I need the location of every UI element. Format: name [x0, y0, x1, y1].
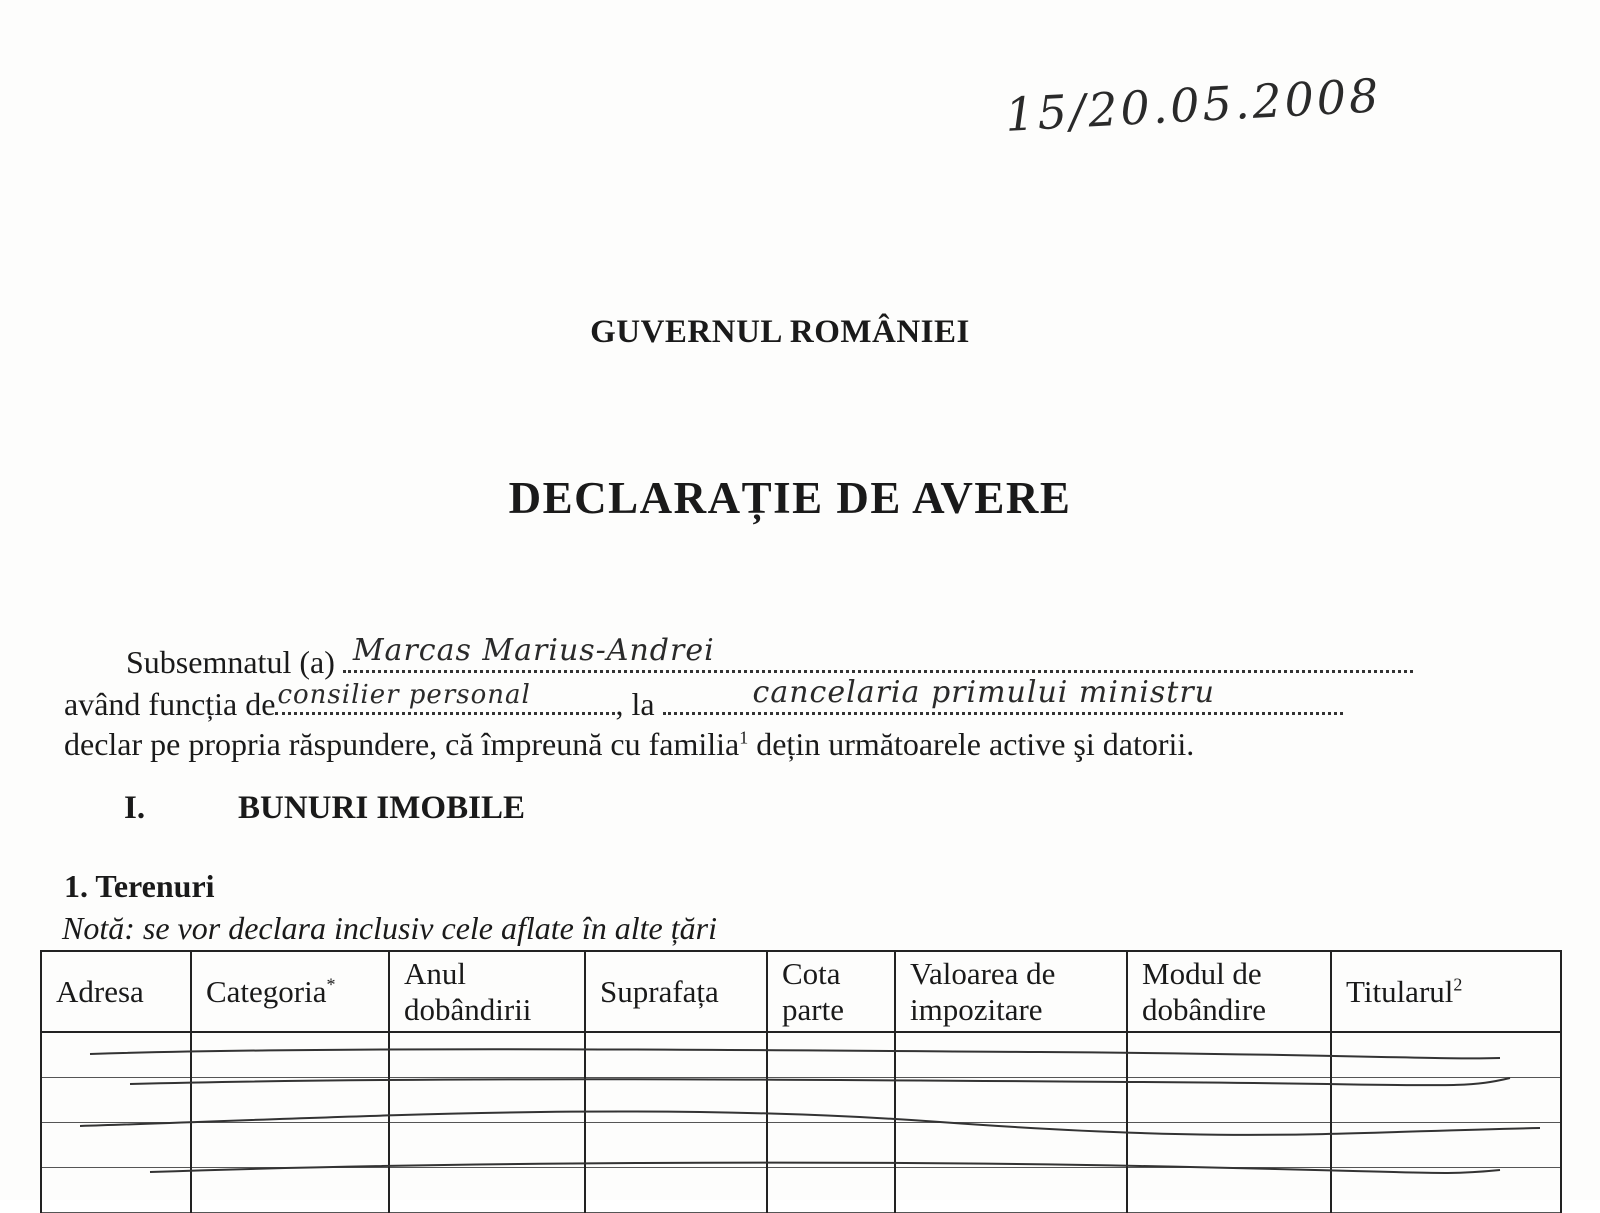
footnote-marker: 1 [739, 727, 749, 748]
section-title: BUNURI IMOBILE [238, 790, 525, 826]
statement-text-before: declar pe propria răspundere, că împreună cu familia [64, 726, 740, 762]
col-header-anul: Anul dobândirii [389, 951, 585, 1032]
declarant-name-value: Marcas Marius-Andrei [352, 633, 715, 668]
col-header-adresa: Adresa [41, 951, 191, 1032]
institution-label: , la [615, 686, 655, 722]
table-row [41, 1168, 1561, 1213]
col-header-cota: Cota parte [767, 951, 895, 1032]
table-row [41, 1123, 1561, 1168]
function-label: având funcția de [64, 686, 276, 722]
declaration-statement [64, 726, 1194, 763]
section-heading [124, 790, 525, 827]
land-table-wrapper [40, 950, 1560, 1210]
function-value: consilier personal [277, 680, 531, 710]
handwritten-date: 15/20.05.2008 [1003, 68, 1383, 142]
institution-field[interactable] [663, 675, 1343, 715]
col-header-valoarea: Valoarea de impozitare [895, 951, 1127, 1032]
table-row [41, 1032, 1561, 1078]
function-line [64, 675, 1343, 723]
land-table [40, 950, 1562, 1213]
issuer-heading: GUVERNUL ROMÂNIEI [590, 314, 970, 350]
subsection-note: Notă: se vor declara inclusiv cele aflate în alte țări [62, 910, 717, 946]
subsection-heading: 1. Terenuri [64, 868, 215, 904]
document-title: DECLARAȚIE DE AVERE [508, 473, 1072, 523]
col-header-suprafata: Suprafața [585, 951, 767, 1032]
col-header-modul: Modul de dobândire [1127, 951, 1331, 1032]
declarant-label: Subsemnatul (a) [126, 644, 335, 680]
table-header-row [41, 951, 1561, 1032]
col-header-categoria: Categoria* [191, 951, 389, 1032]
section-number: I. [124, 790, 146, 826]
statement-text-after: dețin următoarele active şi datorii. [748, 726, 1195, 762]
declarant-name-field[interactable] [343, 633, 1413, 673]
function-field[interactable] [275, 680, 615, 715]
institution-value: cancelaria primului ministru [752, 675, 1215, 710]
table-row [41, 1078, 1561, 1123]
col-header-titularul: Titularul$^2$ [1331, 951, 1561, 1032]
